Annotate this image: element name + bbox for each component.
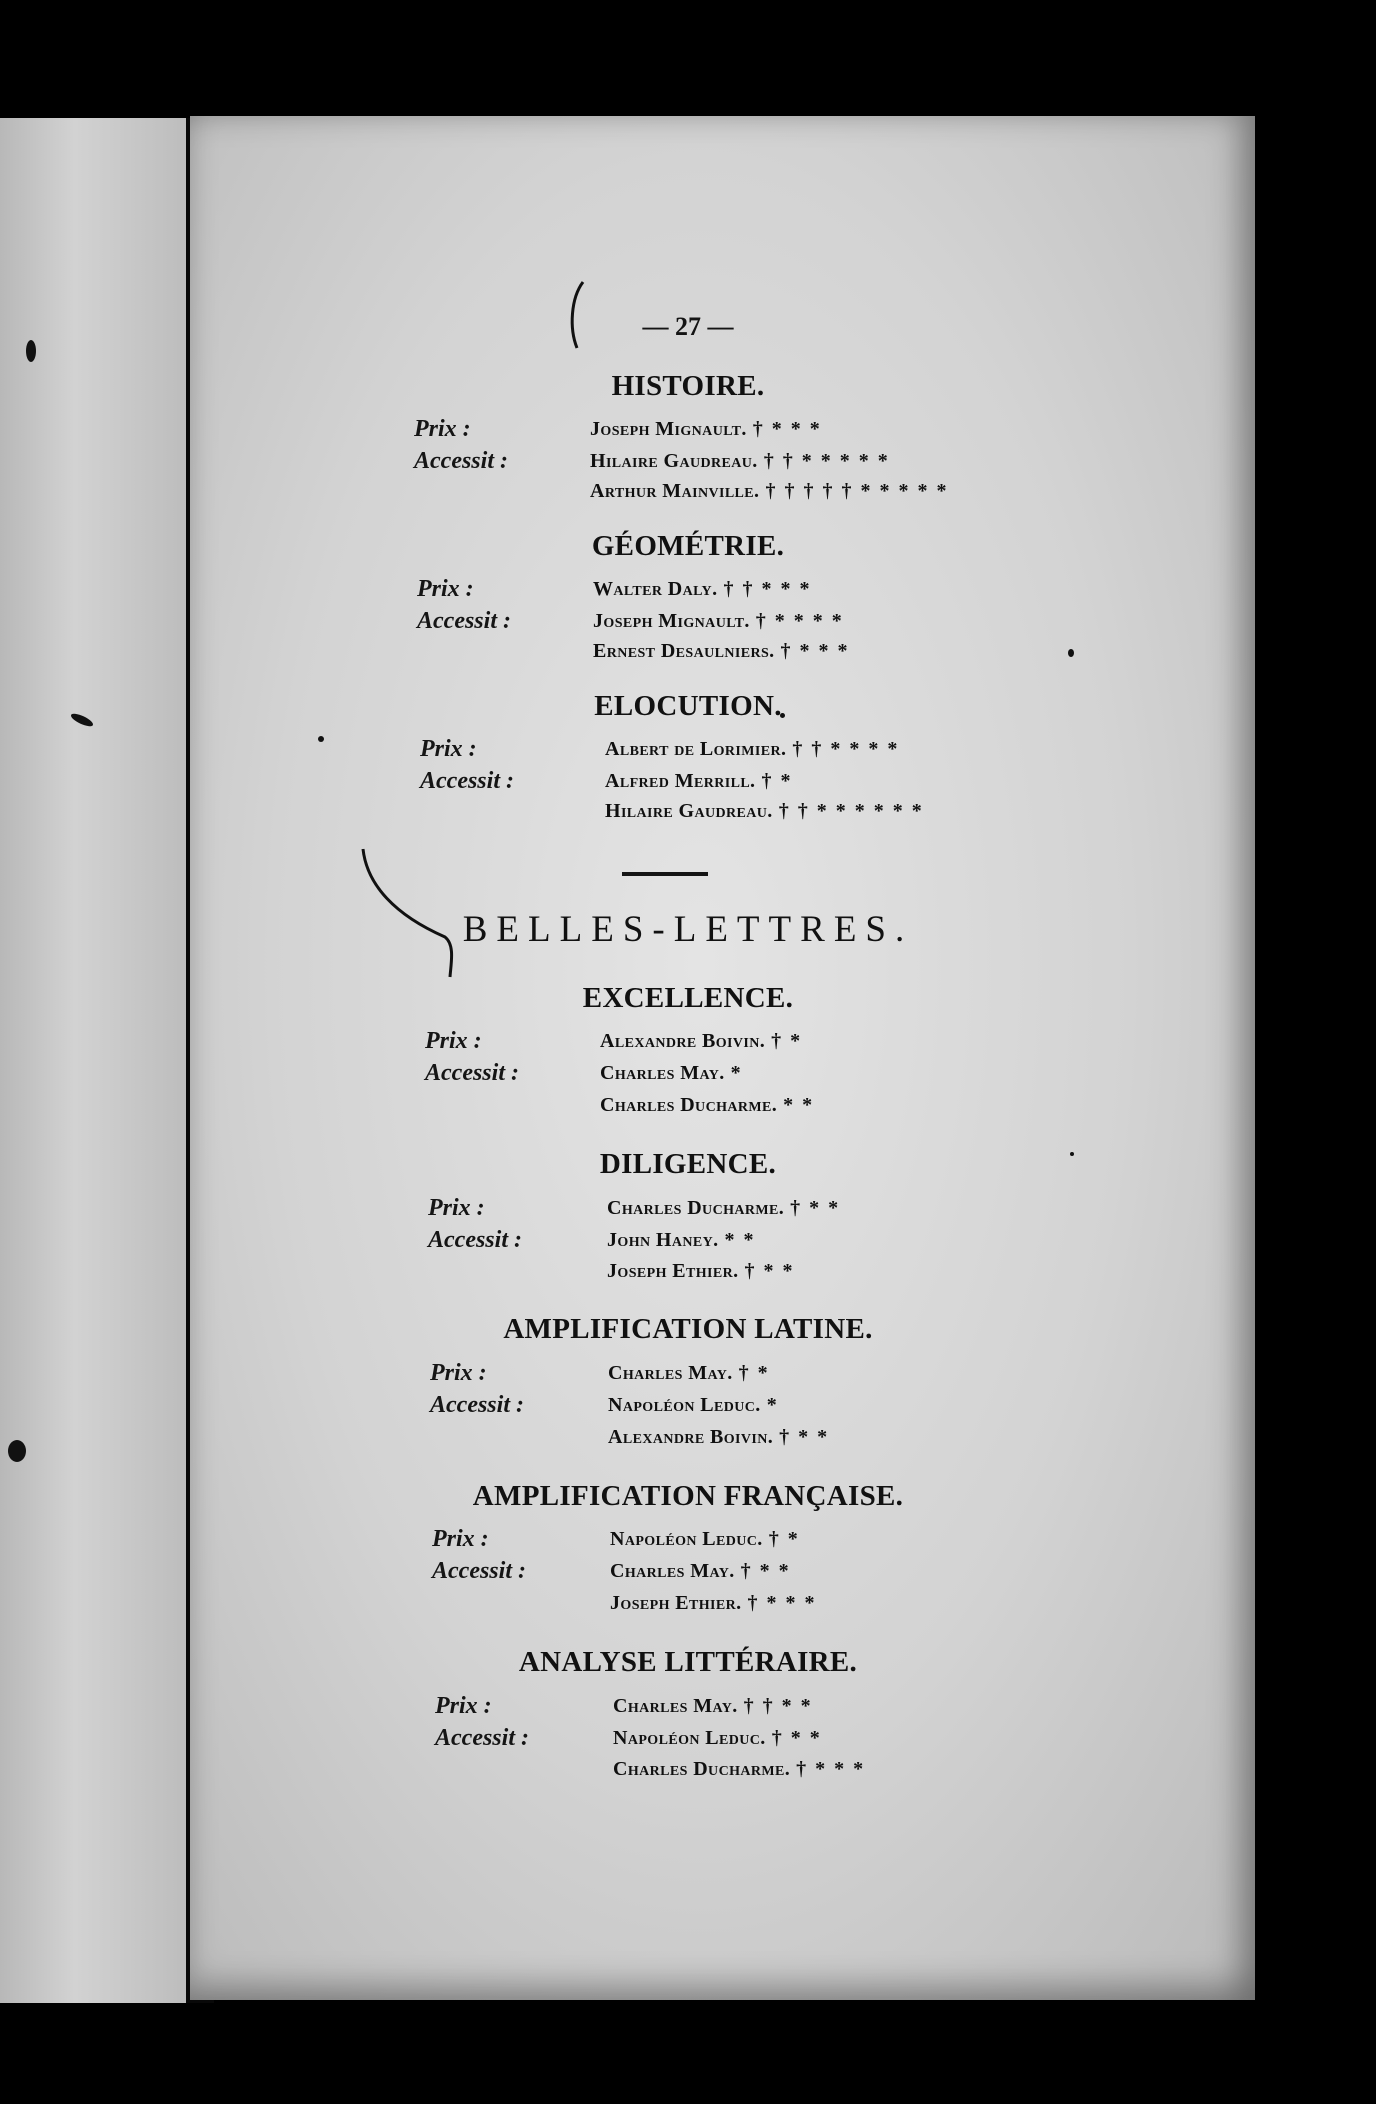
prix-label: Prix :: [417, 576, 474, 602]
distinction-marks: † * * *: [796, 1758, 866, 1780]
laureate-entry: [590, 418, 822, 441]
distinction-marks: * *: [724, 1229, 756, 1251]
laureate-name: Alexandre Boivin.: [600, 1030, 766, 1052]
laureate-name: Charles May.: [610, 1560, 735, 1582]
laureate-entry: [610, 1528, 800, 1551]
laureate-entry: [607, 1197, 840, 1220]
prix-label: Prix :: [420, 736, 477, 762]
laureate-name: Napoléon Leduc.: [608, 1394, 761, 1416]
section-heading: GÉOMÉTRIE.: [591, 530, 785, 562]
laureate-entry: [593, 578, 811, 601]
prix-label: Prix :: [430, 1360, 487, 1386]
prix-label: Prix :: [428, 1195, 485, 1221]
distinction-marks: * *: [783, 1094, 815, 1116]
laureate-entry: [613, 1727, 822, 1750]
page-number: — 27 —: [642, 312, 734, 341]
distinction-marks: † * *: [744, 1260, 795, 1282]
section-heading: AMPLIFICATION FRANÇAISE.: [472, 1480, 904, 1512]
distinction-marks: † † * * * * * *: [778, 800, 924, 822]
laureate-name: Napoléon Leduc.: [610, 1528, 763, 1550]
accessit-label: Accessit :: [414, 448, 508, 474]
laureate-entry: [605, 770, 792, 793]
accessit-label: Accessit :: [420, 768, 514, 794]
laureate-entry: [607, 1260, 795, 1283]
laureate-entry: [607, 1229, 756, 1252]
distinction-marks: † * * *: [780, 640, 850, 662]
laureate-entry: [610, 1560, 791, 1583]
laureate-entry: [608, 1426, 829, 1449]
section-heading: HISTOIRE.: [611, 370, 765, 402]
distinction-marks: † *: [761, 770, 793, 792]
laureate-name: Charles Ducharme.: [607, 1197, 785, 1219]
ink-speck: [26, 340, 36, 362]
laureate-name: Hilaire Gaudreau.: [590, 450, 758, 472]
distinction-marks: † † * * * *: [792, 738, 900, 760]
accessit-label: Accessit :: [425, 1060, 519, 1086]
laureate-entry: [600, 1062, 743, 1085]
distinction-marks: † * *: [771, 1727, 822, 1749]
laureate-name: Arthur Mainville.: [590, 480, 760, 502]
prix-label: Prix :: [425, 1028, 482, 1054]
laureate-name: Joseph Mignault.: [590, 418, 747, 440]
laureate-entry: [610, 1592, 817, 1615]
laureate-name: Albert de Lorimier.: [605, 738, 787, 760]
accessit-label: Accessit :: [432, 1558, 526, 1584]
laureate-entry: [605, 800, 924, 823]
distinction-marks: † † * * * * *: [763, 450, 890, 472]
accessit-label: Accessit :: [430, 1392, 524, 1418]
laureate-name: Charles May.: [613, 1695, 738, 1717]
section-heading: ANALYSE LITTÉRAIRE.: [518, 1646, 858, 1678]
laureate-entry: [608, 1362, 770, 1385]
distinction-marks: † * *: [779, 1426, 830, 1448]
laureate-entry: [590, 450, 890, 473]
laureate-name: Charles May.: [600, 1062, 725, 1084]
laureate-entry: [593, 640, 850, 663]
section-divider: [622, 872, 708, 876]
section-title: BELLES-LETTRES.: [462, 909, 914, 950]
distinction-marks: † * * *: [752, 418, 822, 440]
laureate-entry: [613, 1695, 813, 1718]
laureate-entry: [613, 1758, 865, 1781]
prix-label: Prix :: [432, 1526, 489, 1552]
ink-speck: [1068, 649, 1074, 657]
laureate-name: Walter Daly.: [593, 578, 718, 600]
laureate-name: Alexandre Boivin.: [608, 1426, 774, 1448]
distinction-marks: † † * *: [743, 1695, 813, 1717]
accessit-label: Accessit :: [435, 1725, 529, 1751]
laureate-entry: [608, 1394, 779, 1417]
distinction-marks: † * *: [740, 1560, 791, 1582]
laureate-name: Ernest Desaulniers.: [593, 640, 775, 662]
laureate-entry: [593, 610, 844, 633]
laureate-entry: [605, 738, 899, 761]
laureate-entry: [600, 1030, 802, 1053]
section-heading: ELOCUTION.: [594, 690, 782, 722]
ink-speck: [318, 736, 324, 742]
laureate-name: Charles Ducharme.: [613, 1758, 791, 1780]
distinction-marks: † *: [738, 1362, 770, 1384]
laureate-entry: [590, 480, 948, 503]
laureate-name: Joseph Ethier.: [607, 1260, 739, 1282]
laureate-name: Hilaire Gaudreau.: [605, 800, 773, 822]
section-heading: AMPLIFICATION LATINE.: [503, 1313, 873, 1345]
distinction-marks: *: [730, 1062, 743, 1084]
distinction-marks: † *: [768, 1528, 800, 1550]
laureate-name: Joseph Mignault.: [593, 610, 750, 632]
prix-label: Prix :: [414, 416, 471, 442]
laureate-entry: [600, 1094, 814, 1117]
laureate-name: Charles May.: [608, 1362, 733, 1384]
accessit-label: Accessit :: [417, 608, 511, 634]
ink-speck: [8, 1440, 26, 1462]
distinction-marks: † † † † † * * * * *: [765, 480, 949, 502]
laureate-name: Charles Ducharme.: [600, 1094, 778, 1116]
laureate-name: John Haney.: [607, 1229, 719, 1251]
distinction-marks: † † * * *: [723, 578, 812, 600]
laureate-name: Joseph Ethier.: [610, 1592, 742, 1614]
distinction-marks: † * * *: [747, 1592, 817, 1614]
section-heading: EXCELLENCE.: [582, 982, 794, 1014]
accessit-label: Accessit :: [428, 1227, 522, 1253]
distinction-marks: † * *: [790, 1197, 841, 1219]
section-heading: DILIGENCE.: [599, 1148, 777, 1180]
laureate-name: Alfred Merrill.: [605, 770, 756, 792]
prix-label: Prix :: [435, 1693, 492, 1719]
laureate-name: Napoléon Leduc.: [613, 1727, 766, 1749]
distinction-marks: *: [766, 1394, 779, 1416]
distinction-marks: † * * * *: [755, 610, 844, 632]
distinction-marks: † *: [771, 1030, 803, 1052]
